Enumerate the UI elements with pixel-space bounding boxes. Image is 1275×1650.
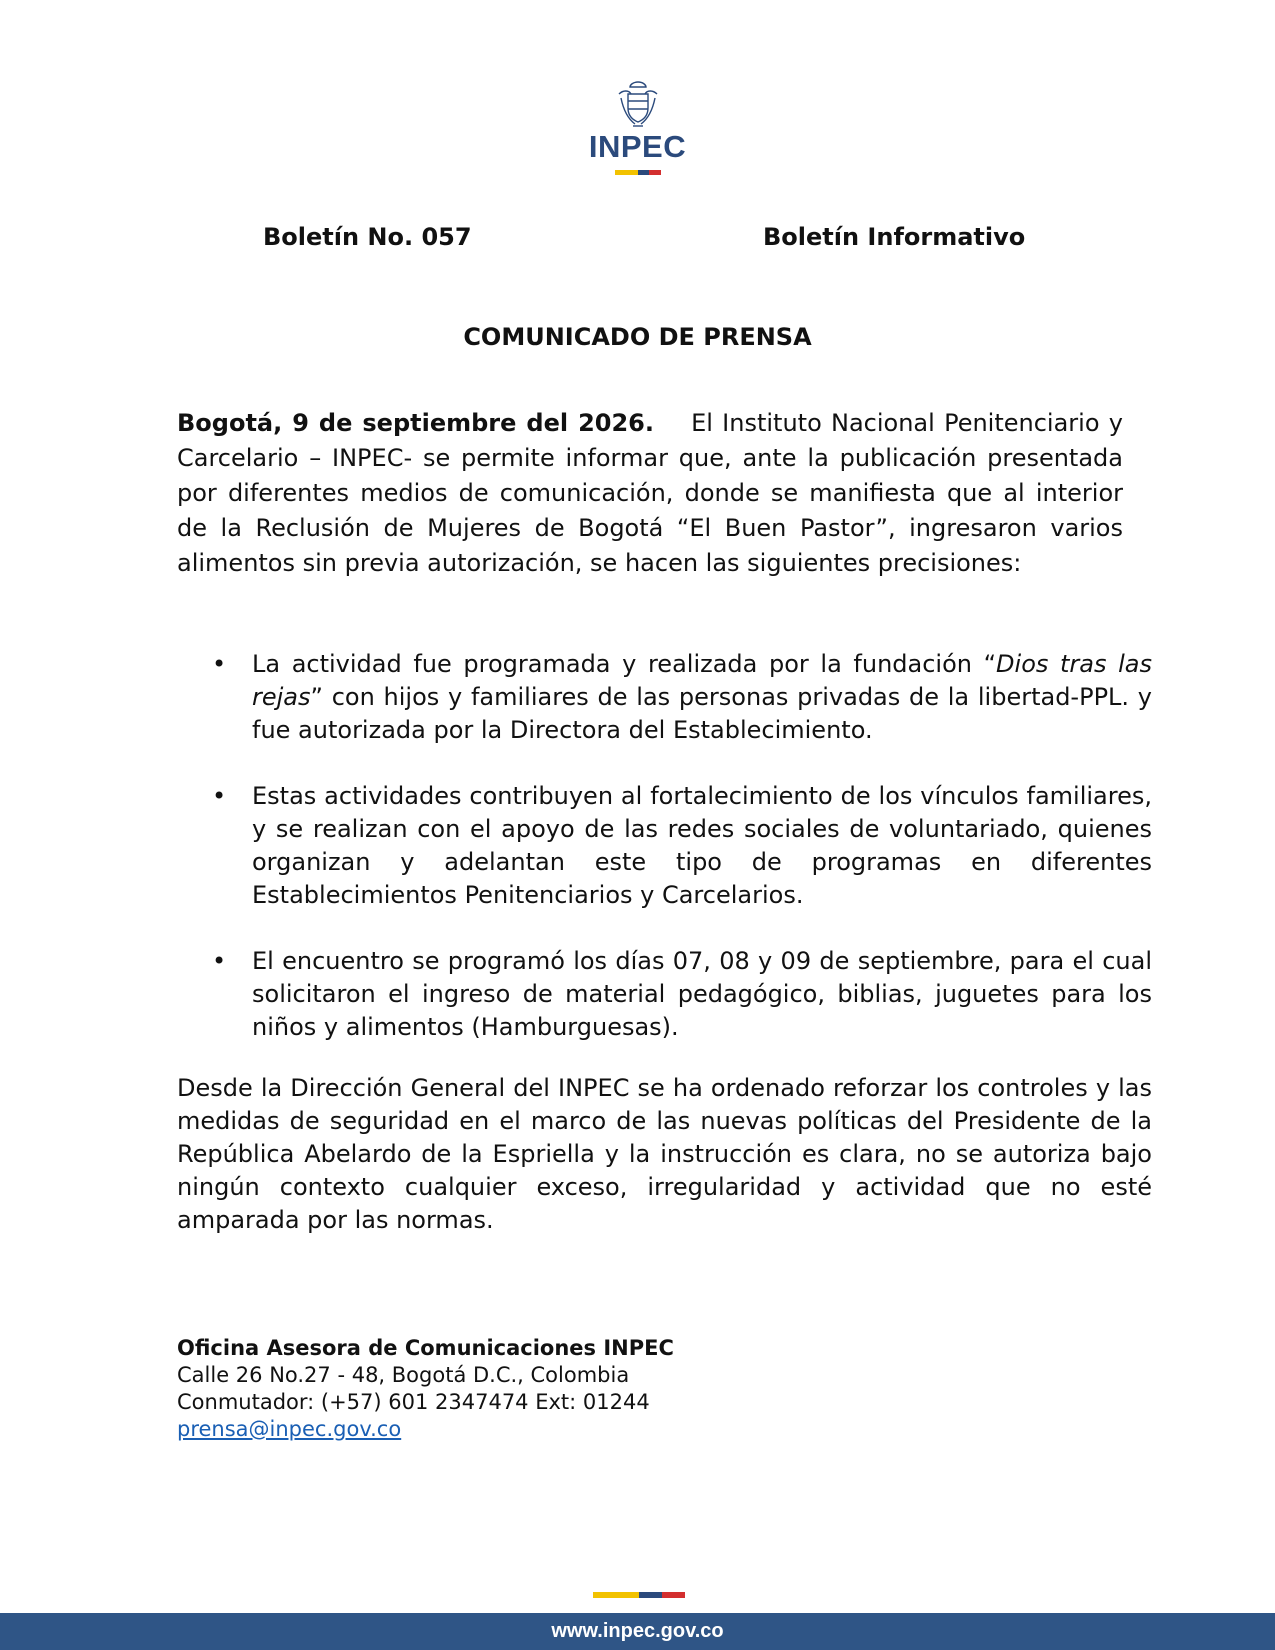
bullet-list [177, 648, 1152, 1077]
coat-of-arms-icon [613, 78, 663, 130]
closing-paragraph: Desde la Dirección General del INPEC se ha ordenado reforzar los controles y las medidas de seguridad en el marco de las nuevas políticas del Presidente de la República Abelardo de la Espriella y la instrucción es clara, no se autoriza bajo ningún contexto cualquier exceso, irregularidad y actividad que no esté amparada por las normas. [177, 1074, 1152, 1234]
bullet-icon: • [212, 782, 227, 810]
inpec-logo [0, 78, 1275, 175]
bulletin-number: Boletín No. 057 [263, 223, 472, 251]
foundation-name: Dios tras las rejas [252, 650, 1153, 711]
dateline: Bogotá, 9 de septiembre del 2026. [177, 409, 654, 437]
logo-text: INPEC [588, 129, 687, 164]
phone: Conmutador: (+57) 601 2347474 Ext: 01244 [177, 1390, 650, 1414]
website-link[interactable]: www.inpec.gov.co [551, 1620, 724, 1642]
footer-bar [0, 1613, 1275, 1650]
contact-block [177, 1335, 674, 1443]
bulletin-type: Boletín Informativo [763, 223, 1026, 251]
intro-paragraph [177, 406, 1123, 581]
bullet-icon: • [212, 650, 227, 678]
list-item: • El encuentro se programó los días 07, 08 y 09 de septiembre, para el cual solicitaron el ingreso de material pedagógico, biblias, juguetes para los niños y alimentos (Hamburguesas). [212, 947, 1152, 1041]
intro-text: El Instituto Nacional Penitenciario y Carcelario – INPEC- se permite informar que, ante la publicación presentada por diferentes medios de comunicación, donde se manifiesta que al interior de la Reclusión de Mujeres de Bogotá “El Buen Pastor”, ingresaron varios alimentos sin previa autorización, se hacen las siguientes precisiones: [177, 409, 1123, 577]
footer-flag-stripe [593, 1592, 685, 1598]
press-release-heading: COMUNICADO DE PRENSA [463, 323, 812, 351]
list-item: • Estas actividades contribuyen al fortalecimiento de los vínculos familiares, y se realizan con el apoyo de las redes sociales de voluntariado, quienes organizan y adelantan este tipo de programas en diferentes Establecimientos Penitenciarios y Carcelarios. [212, 782, 1152, 909]
address: Calle 26 No.27 - 48, Bogotá D.C., Colombia [177, 1363, 630, 1387]
list-item: • La actividad fue programada y realizada por la fundación “Dios tras las rejas” con hijos y familiares de las personas privadas de la libertad-PPL. y fue autorizada por la Directora del Establecimiento. [212, 650, 1153, 744]
email-link[interactable]: prensa@inpec.gov.co [177, 1417, 402, 1441]
bullet-icon: • [212, 947, 227, 975]
colombia-flag-stripe [615, 170, 661, 175]
office-name: Oficina Asesora de Comunicaciones INPEC [177, 1336, 674, 1360]
